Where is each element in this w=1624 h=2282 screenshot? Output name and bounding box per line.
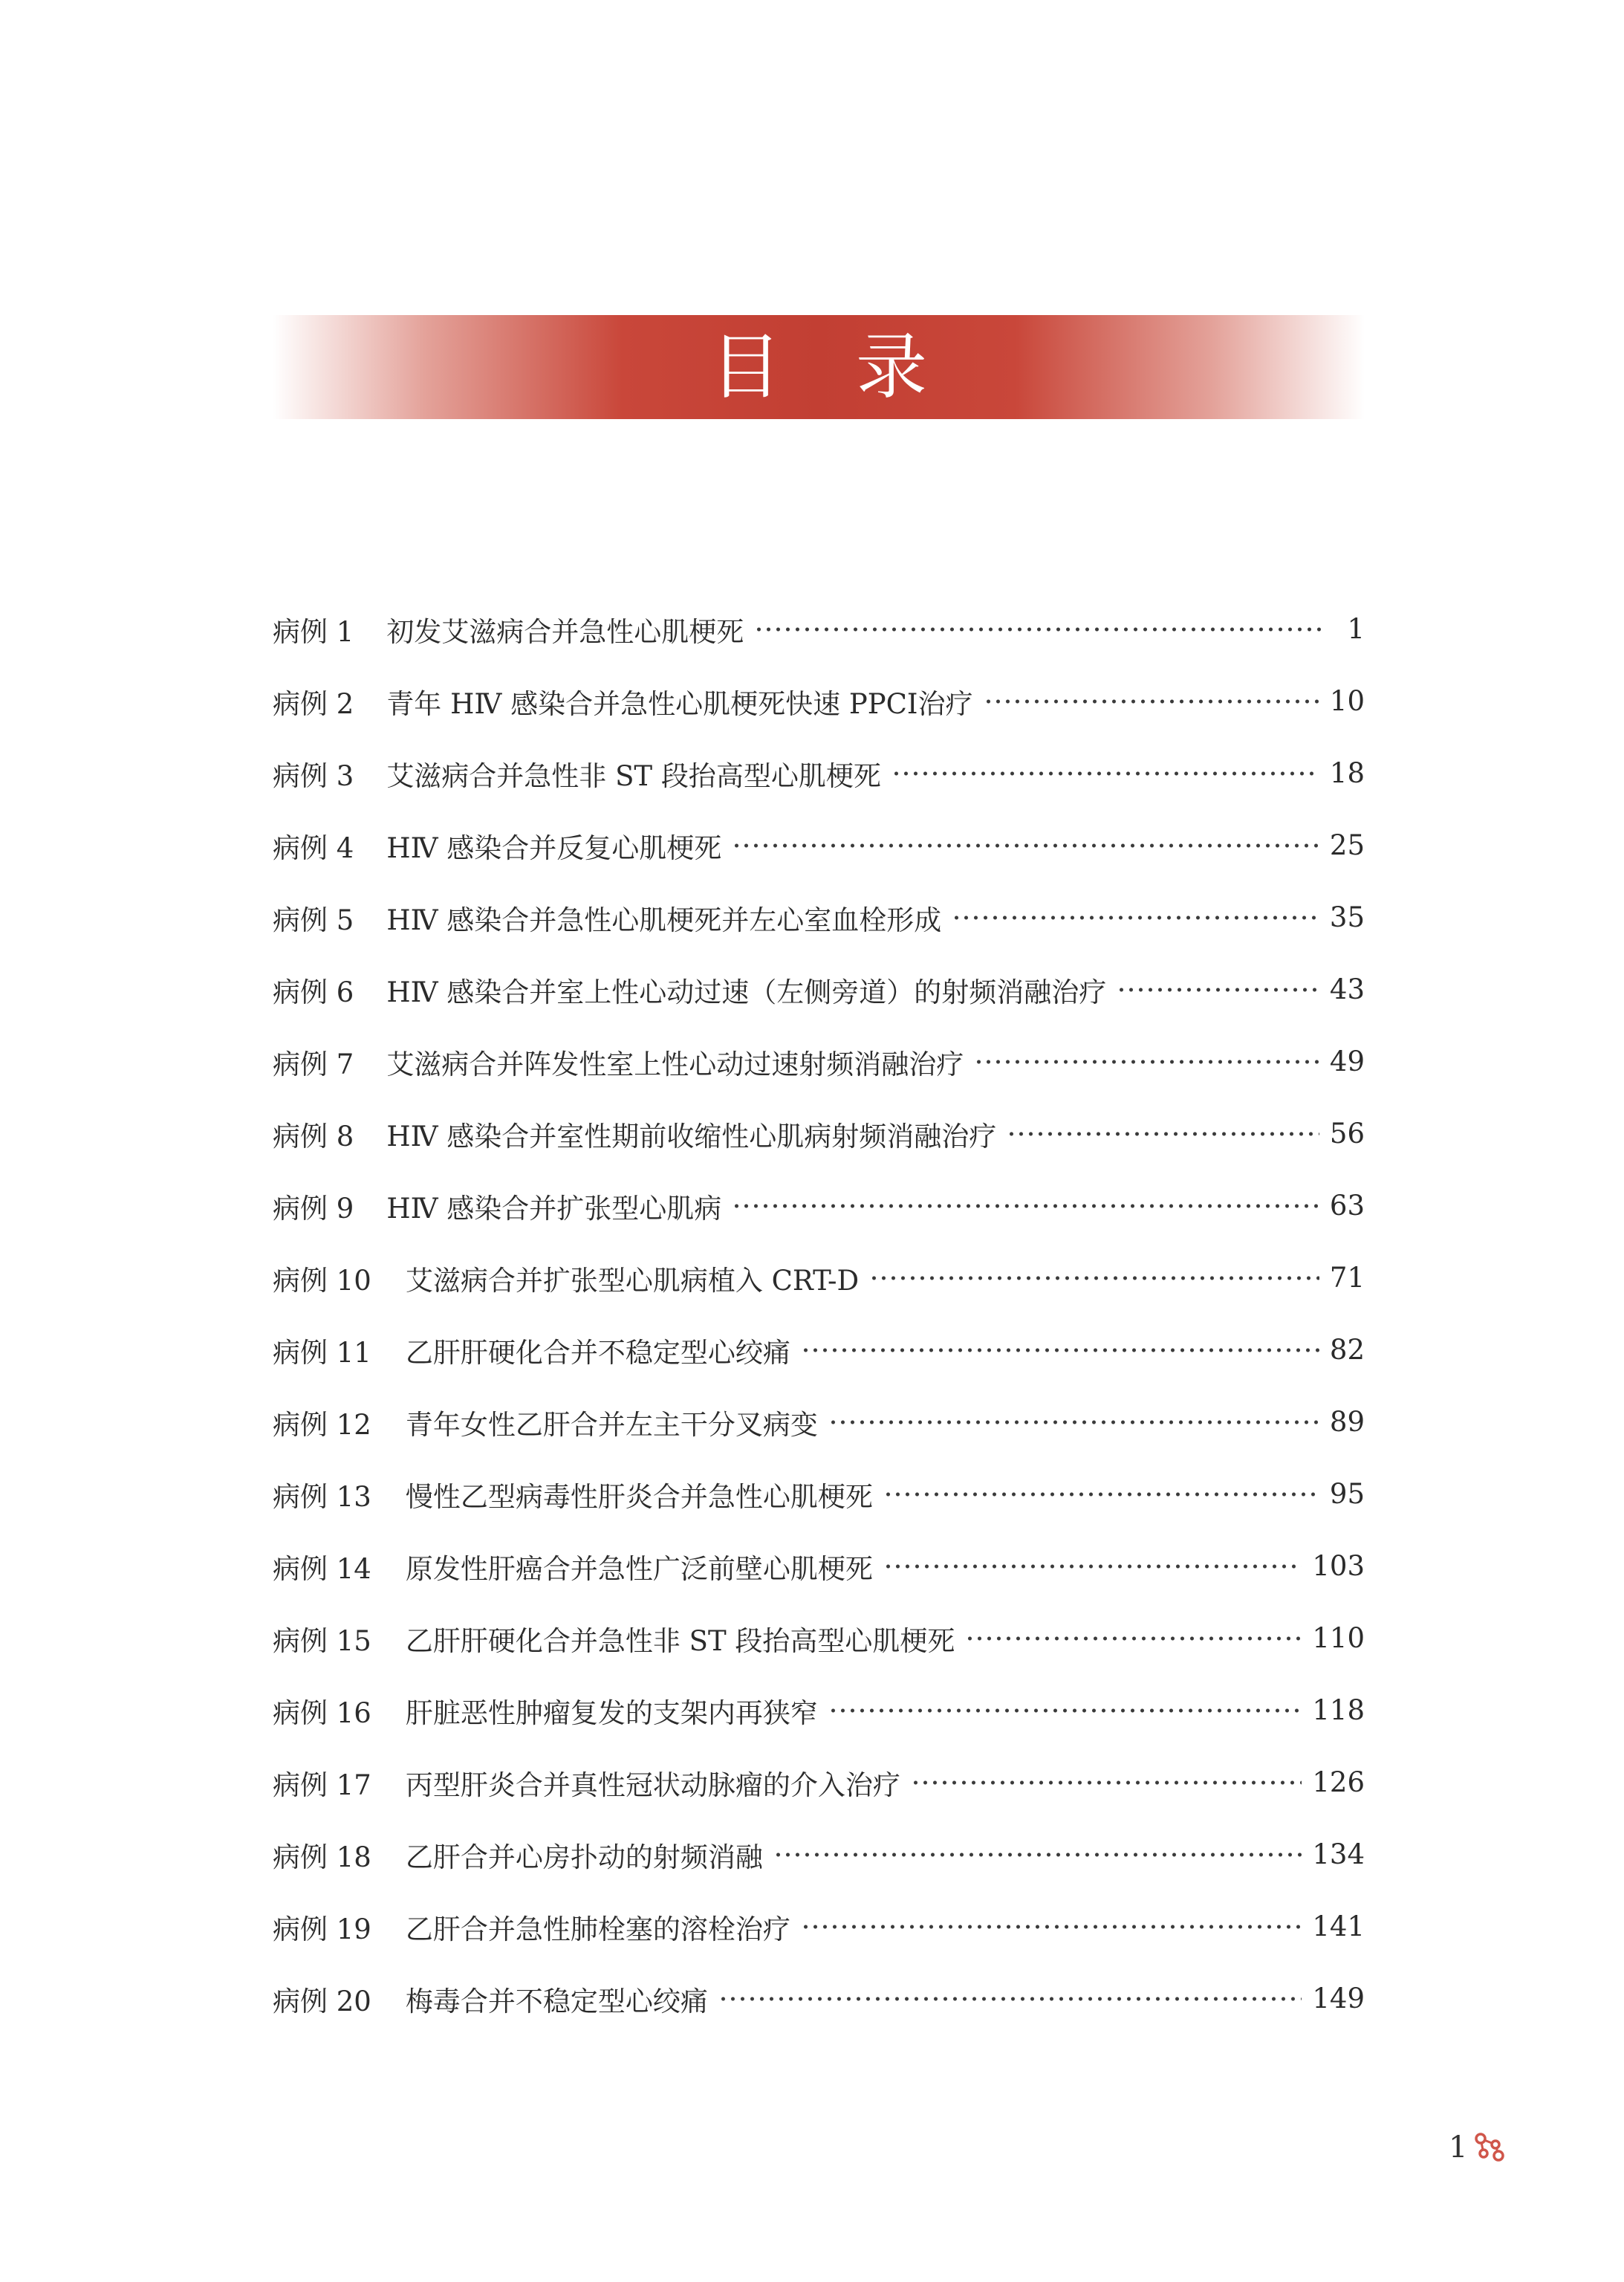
dot-leader — [952, 913, 1319, 922]
page-number: 25 — [1329, 829, 1365, 861]
entry-title: 乙肝合并急性肺栓塞的溶栓治疗 — [405, 1913, 790, 1945]
toc-entry[interactable] — [273, 665, 1365, 737]
dot-leader — [1007, 1129, 1319, 1138]
toc-entry[interactable] — [273, 1170, 1365, 1242]
case-label: 病例 6 — [273, 976, 354, 1008]
dot-leader — [801, 1346, 1319, 1355]
entry-title: HⅣ 感染合并室上性心动过速（左侧旁道）的射频消融治疗 — [386, 976, 1107, 1008]
case-label: 病例 14 — [273, 1552, 371, 1585]
dot-leader — [869, 1274, 1319, 1283]
toc-entry[interactable] — [273, 1098, 1365, 1170]
dot-leader — [732, 1202, 1319, 1210]
toc-entry[interactable] — [273, 1674, 1365, 1746]
page-number: 149 — [1312, 1983, 1365, 2014]
page-number: 43 — [1329, 973, 1365, 1005]
page-number: 1 — [1449, 2130, 1468, 2165]
page-number: 89 — [1329, 1406, 1365, 1438]
entry-title: HⅣ 感染合并反复心肌梗死 — [386, 832, 722, 864]
page-number: 95 — [1329, 1478, 1365, 1510]
page-number: 35 — [1329, 901, 1365, 933]
page-number: 18 — [1329, 757, 1365, 789]
entry-title: 艾滋病合并扩张型心肌病植入 CRT-D — [405, 1264, 860, 1297]
toc-entry[interactable] — [273, 1314, 1365, 1386]
page-title: 目录 — [710, 325, 1001, 409]
page-number: 110 — [1312, 1622, 1365, 1654]
page-number: 82 — [1329, 1334, 1365, 1366]
dot-leader — [965, 1634, 1302, 1643]
dot-leader — [828, 1706, 1302, 1715]
page-number: 118 — [1312, 1694, 1365, 1726]
toc-entry[interactable] — [273, 593, 1365, 665]
entry-title: 青年女性乙肝合并左主干分叉病变 — [405, 1408, 818, 1441]
toc-entry[interactable] — [273, 953, 1365, 1025]
page-number: 126 — [1312, 1766, 1365, 1798]
case-label: 病例 11 — [273, 1336, 371, 1369]
entry-title: 乙肝肝硬化合并急性非 ST 段抬高型心肌梗死 — [405, 1624, 955, 1657]
case-label: 病例 20 — [273, 1985, 371, 2017]
page-number: 10 — [1329, 685, 1365, 717]
table-of-contents — [273, 593, 1365, 2035]
page-number: 103 — [1312, 1550, 1365, 1582]
entry-title: 原发性肝癌合并急性广泛前壁心肌梗死 — [405, 1552, 873, 1585]
page-number: 141 — [1312, 1910, 1365, 1942]
page-number: 134 — [1312, 1838, 1365, 1870]
dot-leader — [732, 841, 1319, 850]
entry-title: HⅣ 感染合并室性期前收缩性心肌病射频消融治疗 — [386, 1120, 997, 1153]
case-label: 病例 4 — [273, 832, 354, 864]
case-label: 病例 16 — [273, 1696, 371, 1729]
case-label: 病例 9 — [273, 1192, 354, 1225]
case-label: 病例 5 — [273, 904, 354, 936]
toc-entry[interactable] — [273, 809, 1365, 881]
dot-leader — [883, 1562, 1302, 1571]
page-number: 56 — [1329, 1118, 1365, 1150]
toc-entry[interactable] — [273, 881, 1365, 953]
case-label: 病例 1 — [273, 615, 354, 648]
page-footer — [1449, 2130, 1506, 2165]
case-label: 病例 10 — [273, 1264, 371, 1297]
page-number: 1 — [1347, 613, 1365, 645]
toc-entry[interactable] — [273, 1025, 1365, 1098]
toc-entry[interactable] — [273, 1458, 1365, 1530]
entry-title: 慢性乙型病毒性肝炎合并急性心肌梗死 — [405, 1480, 873, 1513]
entry-title: 肝脏恶性肿瘤复发的支架内再狭窄 — [405, 1696, 818, 1729]
dot-leader — [883, 1490, 1319, 1499]
case-label: 病例 3 — [273, 759, 354, 792]
dot-leader — [773, 1850, 1302, 1859]
case-label: 病例 12 — [273, 1408, 371, 1441]
entry-title: 丙型肝炎合并真性冠状动脉瘤的介入治疗 — [405, 1769, 900, 1801]
toc-entry[interactable] — [273, 1386, 1365, 1458]
dot-leader — [974, 1057, 1319, 1066]
case-label: 病例 18 — [273, 1841, 371, 1873]
dot-leader — [718, 1994, 1302, 2003]
case-label: 病例 2 — [273, 687, 354, 720]
entry-title: 乙肝肝硬化合并不稳定型心绞痛 — [405, 1336, 790, 1369]
entry-title: HⅣ 感染合并急性心肌梗死并左心室血栓形成 — [386, 904, 942, 936]
page-number: 71 — [1329, 1262, 1365, 1294]
case-label: 病例 17 — [273, 1769, 371, 1801]
case-label: 病例 8 — [273, 1120, 354, 1153]
toc-entry[interactable] — [273, 1242, 1365, 1314]
toc-entry[interactable] — [273, 1602, 1365, 1674]
case-label: 病例 13 — [273, 1480, 371, 1513]
dot-leader — [754, 625, 1325, 634]
page-number: 63 — [1329, 1190, 1365, 1222]
entry-title: 青年 HⅣ 感染合并急性心肌梗死快速 PPCI治疗 — [386, 687, 973, 720]
toc-entry[interactable] — [273, 1890, 1365, 1962]
entry-title: 艾滋病合并急性非 ST 段抬高型心肌梗死 — [386, 759, 881, 792]
page-number: 49 — [1329, 1046, 1365, 1077]
dot-leader — [984, 697, 1319, 706]
entry-title: 梅毒合并不稳定型心绞痛 — [405, 1985, 708, 2017]
case-label: 病例 15 — [273, 1624, 371, 1657]
case-label: 病例 19 — [273, 1913, 371, 1945]
share-icon — [1473, 2130, 1506, 2165]
toc-entry[interactable] — [273, 1818, 1365, 1890]
toc-entry[interactable] — [273, 1746, 1365, 1818]
entry-title: HⅣ 感染合并扩张型心肌病 — [386, 1192, 722, 1225]
title-banner — [273, 315, 1365, 419]
dot-leader — [1117, 985, 1319, 994]
dot-leader — [911, 1778, 1302, 1787]
dot-leader — [801, 1922, 1302, 1931]
dot-leader — [828, 1418, 1319, 1427]
entry-title: 艾滋病合并阵发性室上性心动过速射频消融治疗 — [386, 1048, 964, 1080]
toc-entry[interactable] — [273, 1530, 1365, 1602]
entry-title: 乙肝合并心房扑动的射频消融 — [405, 1841, 763, 1873]
dot-leader — [891, 769, 1319, 778]
toc-entry[interactable] — [273, 1962, 1365, 2035]
toc-entry[interactable] — [273, 737, 1365, 809]
entry-title: 初发艾滋病合并急性心肌梗死 — [386, 615, 744, 648]
case-label: 病例 7 — [273, 1048, 354, 1080]
